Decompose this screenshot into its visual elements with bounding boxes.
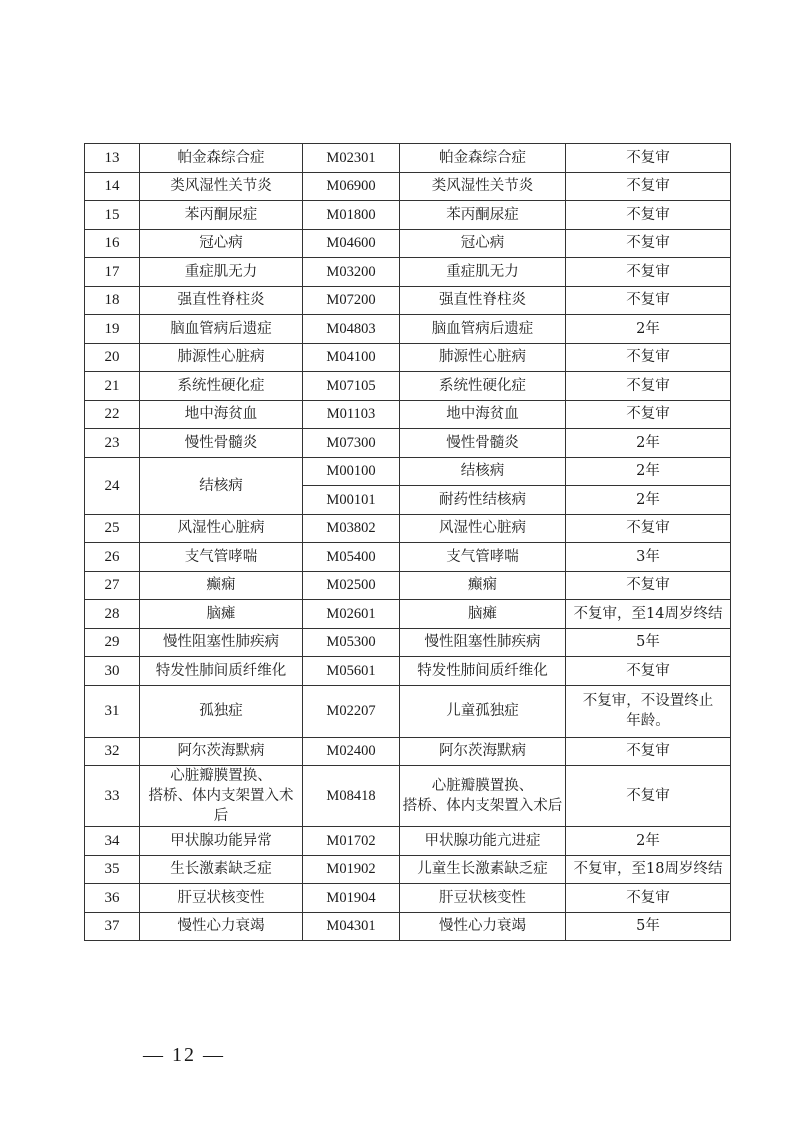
disease-name-cell: 肝豆状核变性 [400,884,566,913]
row-number-cell: 17 [85,258,140,287]
disease-name-cell: 风湿性心脏病 [400,514,566,543]
row-number-cell: 20 [85,343,140,372]
disease-category-cell: 地中海贫血 [140,400,303,429]
disease-category-cell [140,766,303,827]
disease-category-cell: 脑血管病后遗症 [140,315,303,344]
review-period-cell: 不复审 [566,343,731,372]
disease-name-cell: 甲状腺功能亢进症 [400,827,566,856]
disease-name-cell: 脑血管病后遗症 [400,315,566,344]
disease-category-cell: 慢性骨髓炎 [140,429,303,458]
table-row [85,201,731,230]
disease-code-cell: M05601 [303,657,400,686]
review-period-cell: 不复审 [566,372,731,401]
disease-category-cell: 阿尔茨海默病 [140,737,303,766]
disease-code-cell: M01902 [303,855,400,884]
disease-code-cell: M01103 [303,400,400,429]
disease-code-cell: M03200 [303,258,400,287]
row-number-cell: 26 [85,543,140,572]
disease-code-cell: M06900 [303,172,400,201]
disease-code-cell: M04803 [303,315,400,344]
disease-code-cell: M01800 [303,201,400,230]
disease-name-cell: 肺源性心脏病 [400,343,566,372]
disease-name-cell: 苯丙酮尿症 [400,201,566,230]
disease-name-cell: 儿童孤独症 [400,685,566,737]
disease-code-cell: M02500 [303,571,400,600]
review-period-cell: 2年 [566,486,731,515]
disease-code-cell: M04100 [303,343,400,372]
cell-text-line: 年龄。 [626,713,670,729]
row-number-cell: 33 [85,766,140,827]
disease-category-cell: 肺源性心脏病 [140,343,303,372]
disease-category-cell: 类风湿性关节炎 [140,172,303,201]
disease-code-cell: M07200 [303,286,400,315]
disease-category-cell: 冠心病 [140,229,303,258]
disease-code-cell: M02207 [303,685,400,737]
table-row [85,685,731,737]
table-row [85,737,731,766]
review-period-cell: 2年 [566,827,731,856]
review-period-cell: 不复审 [566,229,731,258]
row-number-cell: 23 [85,429,140,458]
disease-name-cell: 慢性阻塞性肺疾病 [400,628,566,657]
review-period-cell: 不复审 [566,286,731,315]
table-row [85,827,731,856]
review-period-cell: 不复审 [566,737,731,766]
disease-name-cell: 儿童生长激素缺乏症 [400,855,566,884]
disease-category-cell: 风湿性心脏病 [140,514,303,543]
disease-name-cell: 帕金森综合症 [400,144,566,173]
review-period-cell: 2年 [566,429,731,458]
row-number-cell: 28 [85,600,140,629]
disease-name-cell: 冠心病 [400,229,566,258]
disease-code-cell: M05300 [303,628,400,657]
disease-category-cell: 结核病 [140,457,303,514]
table-row [85,286,731,315]
review-period-cell: 不复审 [566,657,731,686]
review-period-cell: 不复审 [566,172,731,201]
review-period-cell: 不复审 [566,201,731,230]
disease-category-cell: 苯丙酮尿症 [140,201,303,230]
disease-category-cell: 系统性硬化症 [140,372,303,401]
row-number-cell: 36 [85,884,140,913]
table-row [85,315,731,344]
row-number-cell: 13 [85,144,140,173]
disease-category-cell: 强直性脊柱炎 [140,286,303,315]
table-row [85,514,731,543]
row-number-cell: 31 [85,685,140,737]
disease-code-cell: M05400 [303,543,400,572]
disease-code-cell: M01702 [303,827,400,856]
table-row [85,766,731,827]
row-number-cell: 30 [85,657,140,686]
review-period-cell: 2年 [566,457,731,486]
table-row [85,229,731,258]
review-period-cell: 不复审，至18周岁终结 [566,855,731,884]
row-number-cell: 19 [85,315,140,344]
row-number-cell: 24 [85,457,140,514]
disease-name-cell: 强直性脊柱炎 [400,286,566,315]
disease-name-cell: 重症肌无力 [400,258,566,287]
disease-name-cell: 阿尔茨海默病 [400,737,566,766]
disease-category-cell: 帕金森综合症 [140,144,303,173]
row-number-cell: 37 [85,912,140,941]
table-row [85,172,731,201]
row-number-cell: 32 [85,737,140,766]
table-row [85,372,731,401]
disease-code-cell: M02400 [303,737,400,766]
row-number-cell: 15 [85,201,140,230]
table-row [85,600,731,629]
disease-name-cell [400,766,566,827]
page-number: — 12 — [143,1044,225,1066]
disease-code-cell: M03802 [303,514,400,543]
disease-name-cell: 癫痫 [400,571,566,600]
review-period-cell: 不复审 [566,766,731,827]
row-number-cell: 25 [85,514,140,543]
cell-text-line: 心脏瓣膜置换、 [431,778,534,794]
disease-category-cell: 慢性心力衰竭 [140,912,303,941]
table-row [85,543,731,572]
disease-code-cell: M07300 [303,429,400,458]
table-row [85,912,731,941]
review-period-cell: 不复审，至14周岁终结 [566,600,731,629]
disease-code-cell: M00101 [303,486,400,515]
disease-table [84,143,731,941]
disease-name-cell: 慢性骨髓炎 [400,429,566,458]
review-period-cell: 2年 [566,315,731,344]
disease-code-cell: M01904 [303,884,400,913]
cell-text-line: 不复审，不设置终止 [582,693,714,709]
review-period-cell: 不复审 [566,400,731,429]
row-number-cell: 18 [85,286,140,315]
row-number-cell: 22 [85,400,140,429]
disease-code-cell: M04301 [303,912,400,941]
review-period-cell: 5年 [566,628,731,657]
table-row [85,657,731,686]
disease-code-cell: M04600 [303,229,400,258]
disease-code-cell: M08418 [303,766,400,827]
disease-category-cell: 肝豆状核变性 [140,884,303,913]
disease-name-cell: 类风湿性关节炎 [400,172,566,201]
disease-name-cell: 脑瘫 [400,600,566,629]
disease-code-cell: M02601 [303,600,400,629]
table-row [85,628,731,657]
review-period-cell: 3年 [566,543,731,572]
disease-name-cell: 耐药性结核病 [400,486,566,515]
table-row [85,571,731,600]
disease-name-cell: 支气管哮喘 [400,543,566,572]
disease-category-cell: 特发性肺间质纤维化 [140,657,303,686]
disease-category-cell: 重症肌无力 [140,258,303,287]
review-period-cell: 不复审 [566,884,731,913]
disease-category-cell: 孤独症 [140,685,303,737]
disease-category-cell: 脑瘫 [140,600,303,629]
row-number-cell: 27 [85,571,140,600]
disease-name-cell: 地中海贫血 [400,400,566,429]
disease-name-cell: 特发性肺间质纤维化 [400,657,566,686]
review-period-cell [566,685,731,737]
row-number-cell: 16 [85,229,140,258]
disease-code-cell: M07105 [303,372,400,401]
disease-code-cell: M00100 [303,457,400,486]
cell-text-line: 搭桥、体内支架置入术后 [148,788,294,824]
row-number-cell: 34 [85,827,140,856]
review-period-cell: 不复审 [566,514,731,543]
disease-name-cell: 系统性硬化症 [400,372,566,401]
cell-text-line: 搭桥、体内支架置入术后 [402,798,563,814]
review-period-cell: 不复审 [566,144,731,173]
table-row [85,457,731,486]
disease-code-cell: M02301 [303,144,400,173]
disease-name-cell: 结核病 [400,457,566,486]
disease-category-cell: 慢性阻塞性肺疾病 [140,628,303,657]
table-row [85,258,731,287]
disease-category-cell: 甲状腺功能异常 [140,827,303,856]
table-row [85,429,731,458]
disease-category-cell: 癫痫 [140,571,303,600]
review-period-cell: 不复审 [566,571,731,600]
row-number-cell: 21 [85,372,140,401]
table-row [85,144,731,173]
review-period-cell: 不复审 [566,258,731,287]
disease-name-cell: 慢性心力衰竭 [400,912,566,941]
disease-category-cell: 生长激素缺乏症 [140,855,303,884]
review-period-cell: 5年 [566,912,731,941]
table-row [85,400,731,429]
row-number-cell: 14 [85,172,140,201]
table-row [85,343,731,372]
table-row [85,855,731,884]
disease-table-body [85,144,731,941]
table-row [85,884,731,913]
disease-category-cell: 支气管哮喘 [140,543,303,572]
row-number-cell: 35 [85,855,140,884]
row-number-cell: 29 [85,628,140,657]
cell-text-line: 心脏瓣膜置换、 [170,768,272,784]
